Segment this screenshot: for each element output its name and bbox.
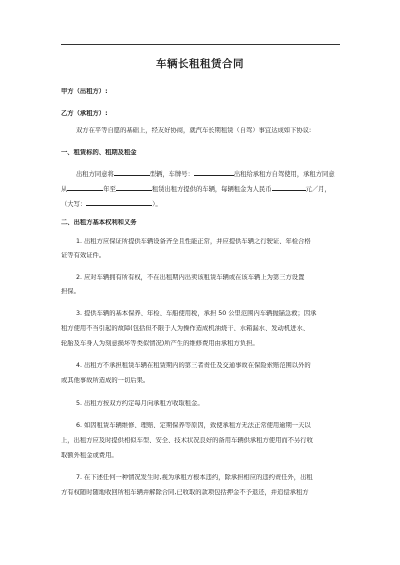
- rent-amount-blank: [272, 183, 306, 191]
- text: （大写：: [61, 201, 87, 208]
- header-rule: [61, 44, 340, 45]
- party-a-label: 甲方（出租方）:: [61, 88, 108, 95]
- end-year-blank: [116, 183, 152, 191]
- clause-7-line-1: 7. 在下述任何一种情况发生时,视为承租方根本违约，除承担相应的违约责任外，出租: [76, 474, 313, 481]
- clause-1-line-1: 1. 出租方应保证所提供车辆设备齐全且性能正常，并应提供车辆之行驶证、年检合格: [76, 238, 311, 245]
- start-year-blank: [67, 183, 103, 191]
- section2-heading: 二、出租方基本权利和义务: [61, 219, 137, 226]
- clause-1-line-2: 证等有效证件。: [61, 252, 106, 259]
- clause-4-line-2: 或其他事故所造成的一切后果。: [61, 377, 150, 384]
- text: 从: [61, 186, 68, 193]
- rent-in-words-blank: [86, 198, 152, 206]
- clause-4-line-1: 4. 出租方不承担租赁车辆在租赁期内的第三者责任及交通事故在保险索赔范围以外的: [76, 362, 311, 369]
- party-b-label: 乙方（承租方）:: [61, 110, 108, 117]
- clause-6-line-3: 取额外租金或费用。: [61, 452, 118, 459]
- clause-7-line-2: 方有权随时随地收回所租车辆并解除合同,已收取的款项包括押金不予退还，并追偿承租方: [61, 489, 309, 496]
- text: 租赁出租方提供的车辆，每辆租金为人民币: [151, 186, 272, 193]
- intro-paragraph: 双方在平等自愿的基础上，经友好协商，就汽车长期租赁（自驾）事宜达成如下协议:: [76, 127, 312, 134]
- text: 出租方同意将: [76, 171, 114, 178]
- plate-number-blank: [194, 168, 234, 176]
- text: ）。: [152, 201, 162, 208]
- clause-6-line-2: 上，出租方应及时提供相似车型、安全、技术状况良好的备用车辆供承租方使用而不另行收: [61, 437, 313, 444]
- clause-5-line-1: 5. 出租方按双方约定每月向承租方收取租金。: [76, 400, 204, 407]
- rent-in-words-line: [61, 198, 341, 209]
- clause-3-line-2: 租方使用不当引起的故障(包括但不限于人为操作造成机油烧干、水箱漏水、发动机进水、: [61, 325, 310, 332]
- section1-heading: 一、租赁标的、租期及租金: [61, 149, 137, 156]
- rental-subject-line: [76, 168, 341, 179]
- vehicle-model-blank: [114, 168, 150, 176]
- clause-2-line-1: 2. 应对车辆拥有所有权，不在出租期内出卖该租赁车辆或在该车辆上为第三方设置: [76, 274, 305, 281]
- contract-title: 车辆长租租赁合同: [156, 58, 244, 70]
- text: 型辆，车牌号：: [149, 171, 194, 178]
- clause-3-line-3: 轮胎及车身人为刻意损坏等类似情况)所产生的维修费用由承租方负担。: [61, 340, 259, 347]
- text: 年至: [103, 186, 116, 193]
- clause-6-line-1: 6. 如因租赁车辆维修、理赔、定期保养等原因，致使承租方无法正常使用逾期一天以: [76, 422, 311, 429]
- text: 出租给承租方自驾使用，承租方同意: [233, 171, 335, 178]
- text: 元／月，: [305, 186, 331, 193]
- rental-period-line: [61, 183, 341, 194]
- clause-2-line-2: 担保。: [61, 288, 80, 295]
- clause-3-line-1: 3. 提供车辆的基本保养、年检、车船使用税，承担 50 公里范围内车辆抛锚急救；因承: [76, 310, 317, 317]
